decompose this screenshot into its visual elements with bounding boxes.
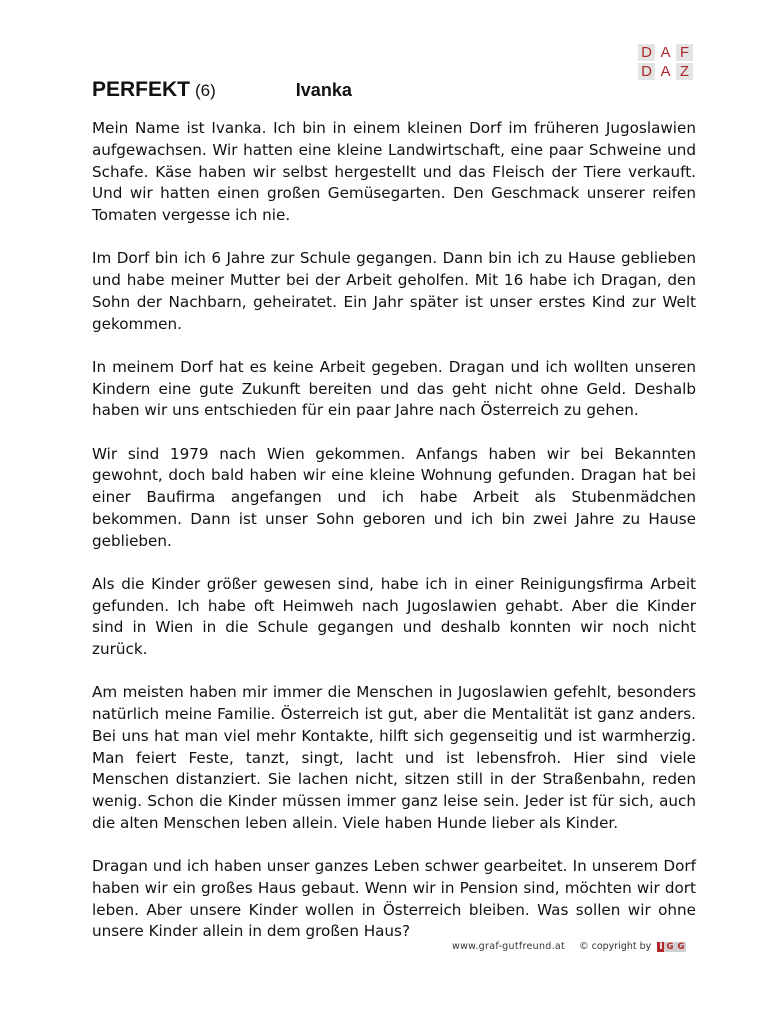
page-subtitle: Ivanka [295, 80, 352, 100]
logo-letter: A [660, 63, 671, 80]
paragraph: Wir sind 1979 nach Wien gekommen. Anfangs haben wir bei Bekannten gewohnt, doch bald haben wir eine kleine Wohnung gefunden. Dragan hat bei einer Baufirma angefangen und ich habe Arbeit als Stubenmädchen bekommen. Dann ist unser Sohn geboren und ich bin zwei Jahre zu Hause geblieben. [92, 444, 696, 550]
logo-letter: D [638, 44, 655, 61]
page-title: PERFEKT [92, 78, 191, 101]
badge-letter: I [659, 942, 663, 952]
logo-letter: A [660, 44, 671, 61]
paragraph: Als die Kinder größer gewesen sind, habe ich in einer Reinigungsfirma Arbeit gefunden. Ich habe oft Heimweh nach Jugoslawien gehabt. Aber die Kinder sind in Wien in die Schule gegangen und deshalb konnten wir noch nicht zurück. [92, 574, 696, 658]
logo-letter: F [676, 44, 693, 61]
copyright-text: © copyright by [579, 941, 652, 952]
logo-letter: Z [676, 63, 693, 80]
paragraph: Am meisten haben mir immer die Menschen in Jugoslawien gefehlt, besonders natürlich meine Familie. Österreich ist gut, aber die Mentalität ist ganz anders. Bei uns hat man viel mehr Kontakte, hilft sich gegenseitig und ist warmherzig. Man feiert Feste, tanzt, singt, lacht und ist lebensfroh. Hier sind viele Menschen distanziert. Sie lachen nicht, sitzen still in der Straßenbahn, reden wenig. Schon die Kinder müssen immer ganz leise sein. Jeder ist für sich, auch die alten Menschen leben allein. Viele haben Hunde lieber als Kinder. [92, 683, 696, 832]
logo-letter: D [638, 63, 655, 80]
paragraph: Dragan und ich haben unser ganzes Leben schwer gearbeitet. In unserem Dorf haben wir ein großes Haus gebaut. Wenn wir in Pension sind, möchten wir dort leben. Aber unsere Kinder wollen in Österreich bleiben. Was sollen wir ohne unsere Kinder allein in dem großen Haus? [92, 857, 696, 941]
paragraph: In meinem Dorf hat es keine Arbeit gegeben. Dragan und ich wollten unseren Kindern eine gute Zukunft bereiten und das geht nicht ohne Geld. Deshalb haben wir uns entschieden für ein paar Jahre nach Österreich zu gehen. [92, 357, 696, 420]
footer-url: www.graf-gutfreund.at [452, 941, 566, 952]
paragraph: Mein Name ist Ivanka. Ich bin in einem kleinen Dorf im früheren Jugoslawien aufgewachsen. Wir hatten eine kleine Landwirtschaft, eine paar Schweine und Schafe. Käse haben wir selbst hergestellt und das Fleisch der Tiere verkauft. Und wir hatten einen großen Gemüsegarten. Den Geschmack unserer reifen Tomaten vergesse ich nie. [92, 119, 696, 224]
paragraph: Im Dorf bin ich 6 Jahre zur Schule gegangen. Dann bin ich zu Hause geblieben und habe meiner Mutter bei der Arbeit geholfen. Mit 16 habe ich Dragan, den Sohn der Nachbarn, geheiratet. Ein Jahr später ist unser erstes Kind zur Welt gekommen. [92, 249, 696, 333]
dafdaz-logo [638, 44, 693, 80]
footer-copyright [579, 941, 686, 952]
document-body [92, 118, 696, 965]
page-header [92, 78, 702, 102]
page-footer [452, 941, 698, 952]
badge-letter: G [677, 942, 685, 952]
igg-badge [657, 942, 686, 952]
badge-letter: G [666, 942, 674, 952]
page-title-number: (6) [195, 81, 216, 100]
